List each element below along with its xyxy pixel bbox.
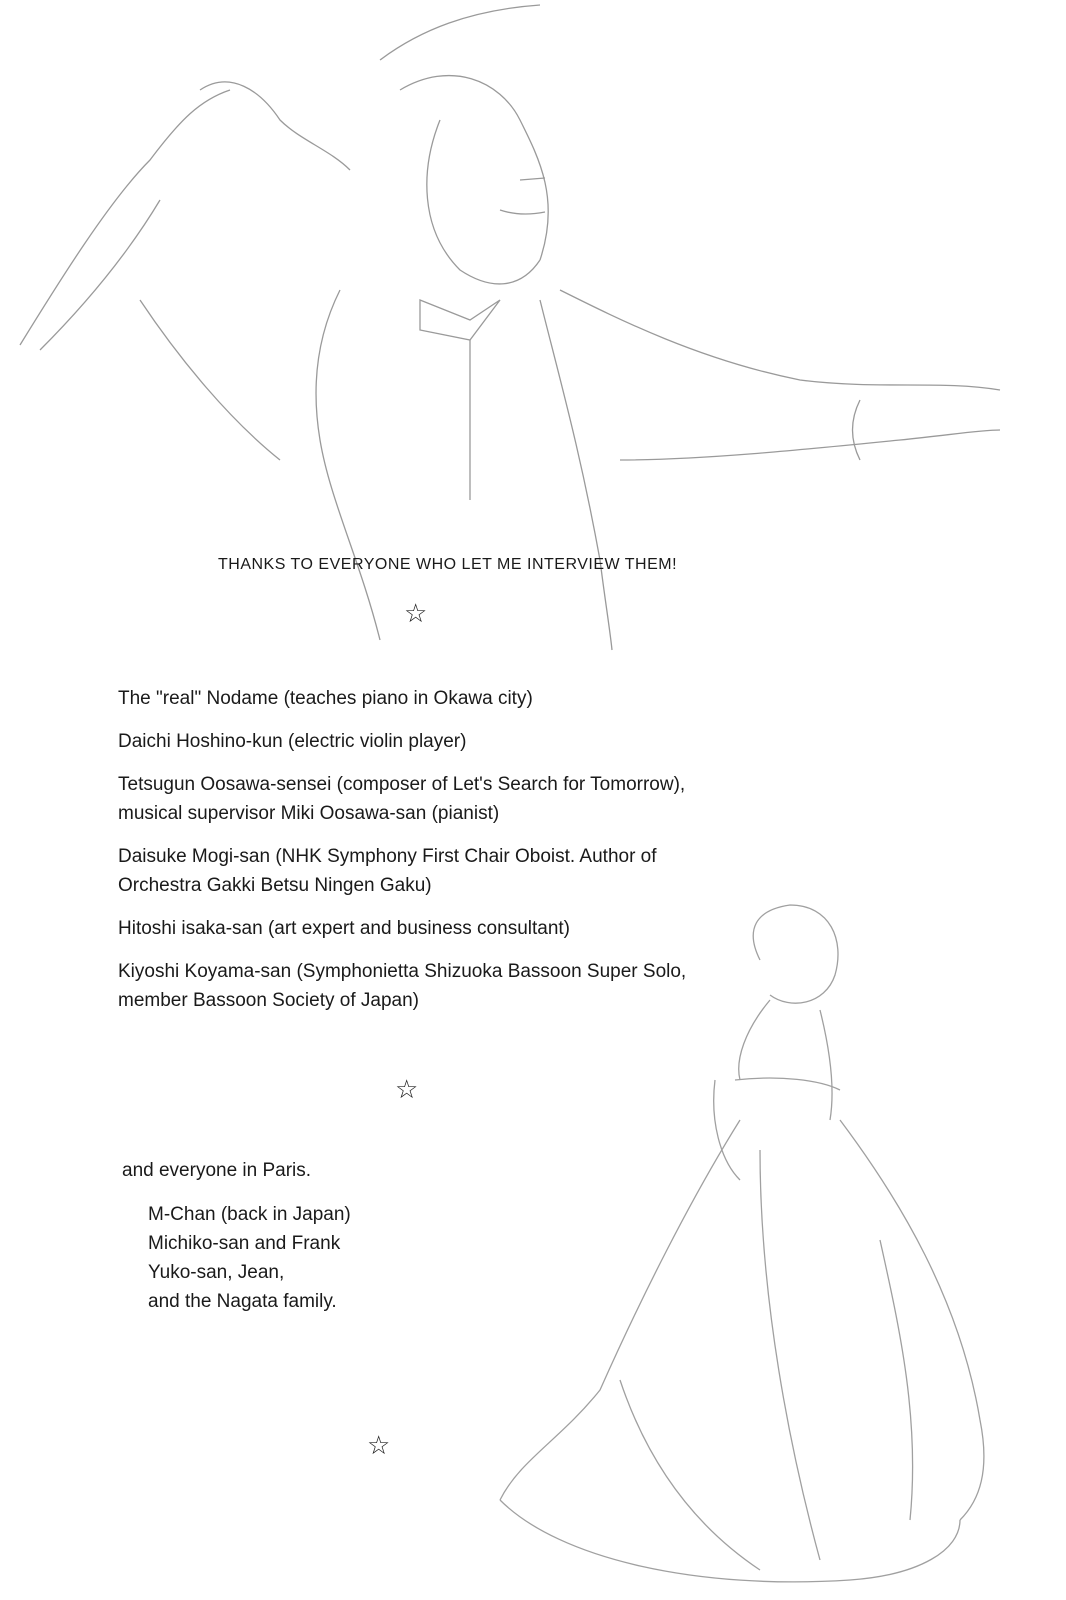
thanks-heading: THANKS TO EVERYONE WHO LET ME INTERVIEW THEM!: [218, 556, 678, 573]
star-icon: ☆: [404, 598, 428, 628]
list-item-line: The "real" Nodame (teaches piano in Okawa city): [118, 688, 533, 709]
paris-names: [148, 1200, 351, 1316]
list-item-line: Orchestra Gakki Betsu Ningen Gaku): [118, 875, 432, 896]
paris-name: Yuko-san, Jean,: [148, 1262, 285, 1283]
list-item: [118, 842, 758, 900]
paris-name: M-Chan (back in Japan): [148, 1204, 351, 1225]
list-item-line: member Bassoon Society of Japan): [118, 990, 419, 1011]
paris-name: Michiko-san and Frank: [148, 1233, 341, 1254]
list-item: [118, 957, 758, 1015]
list-item: [118, 914, 758, 943]
list-item-line: Daichi Hoshino-kun (electric violin player): [118, 731, 467, 752]
list-item: [118, 727, 758, 756]
thanks-list: [118, 684, 758, 1029]
paris-name: and the Nagata family.: [148, 1291, 337, 1312]
star-icon: ☆: [367, 1430, 391, 1460]
list-item-line: Hitoshi isaka-san (art expert and business consultant): [118, 918, 571, 939]
list-item-line: Kiyoshi Koyama-san (Symphonietta Shizuoka Bassoon Super Solo,: [118, 961, 687, 982]
star-icon: ☆: [395, 1074, 419, 1104]
list-item-line: Daisuke Mogi-san (NHK Symphony First Chair Oboist. Author of: [118, 846, 657, 867]
list-item: [118, 770, 758, 828]
list-item: [118, 684, 758, 713]
list-item-line: musical supervisor Miki Oosawa-san (pianist): [118, 803, 500, 824]
paris-intro: and everyone in Paris.: [122, 1160, 312, 1181]
list-item-line: Tetsugun Oosawa-sensei (composer of Let's Search for Tomorrow),: [118, 774, 686, 795]
